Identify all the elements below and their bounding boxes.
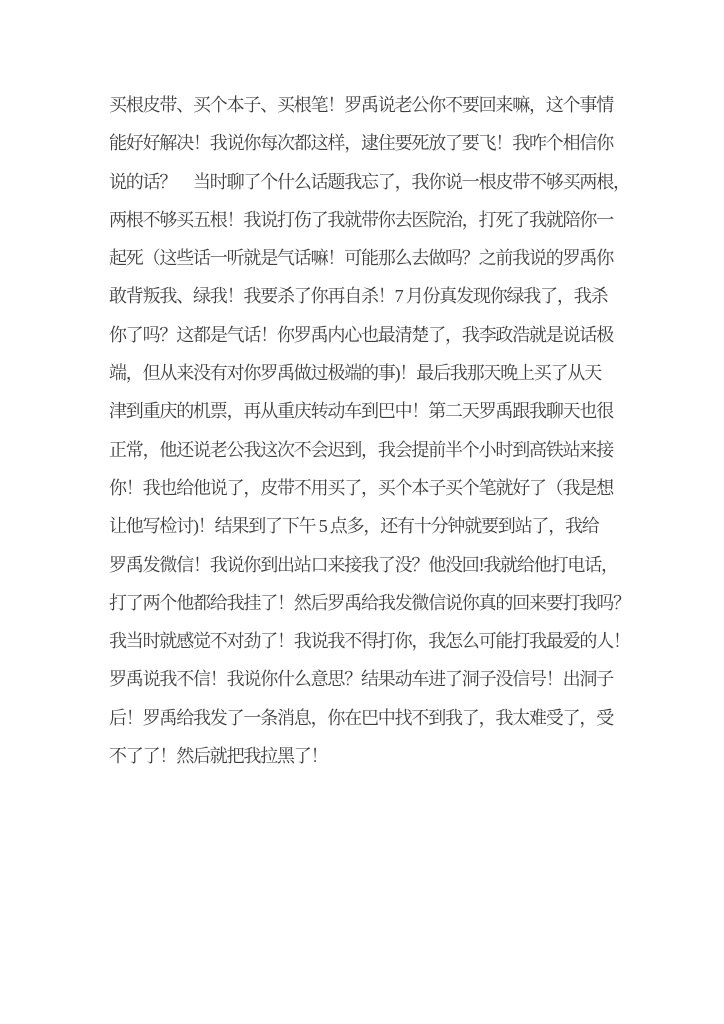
text-line-12: 让他写检讨)！结果到了下午 5 点多，还有十分钟就要到站了，我给 <box>109 516 599 537</box>
text-line-6: 敢背叛我、绿我！我要杀了你再自杀！7 月份真发现你绿我了，我杀 <box>109 286 608 307</box>
text-line-13: 罗禹发微信！我说你到出站口来接我了没？他没回!我就给他打电话， <box>109 554 618 575</box>
text-line-10: 正常，他还说老公我这次不会迟到，我会提前半个小时到高铁站来接 <box>109 439 613 460</box>
paragraph <box>109 86 630 775</box>
text-line-15: 我当时就感觉不对劲了！我说我不得打你，我怎么可能打我最爱的人！ <box>109 631 630 652</box>
text-line-1: 买根皮带、买个本子、买根笔！罗禹说老公你不要回来嘛，这个事情 <box>109 95 613 115</box>
text-line-11: 你！我也给他说了，皮带不用买了，买个本子买个笔就好了（我是想 <box>109 477 613 498</box>
text-line-16: 罗禹说我不信！我说你什么意思？结果动车进了洞子没信号！出洞子 <box>109 669 613 690</box>
text-line-2: 能好好解决！我说你每次都这样，逮住要死放了要飞！我咋个相信你 <box>109 133 613 154</box>
text-line-18: 不了了！然后就把我拉黑了！ <box>109 746 328 767</box>
text-line-17: 后！罗禹给我发了一条消息，你在巴中找不到我了，我太难受了，受 <box>109 707 613 728</box>
text-line-14: 打了两个他都给我挂了！然后罗禹给我发微信说你真的回来要打我吗？ <box>109 592 630 613</box>
text-line-9: 津到重庆的机票，再从重庆转动车到巴中！第二天罗禹跟我聊天也很 <box>109 401 613 422</box>
text-line-3: 说的话？ 当时聊了个什么话题我忘了，我你说一根皮带不够买两根， <box>109 171 630 192</box>
text-line-4: 两根不够买五根！我说打伤了我就带你去医院治，打死了我就陪你一 <box>109 209 613 230</box>
text-line-5: 起死（这些话一听就是气话嘛！可能那么去做吗？之前我说的罗禹你 <box>109 248 613 269</box>
text-line-8: 端，但从来没有对你罗禹做过极端的事)！最后我那天晚上买了从天 <box>109 363 601 384</box>
text-line-7: 你了吗？这都是气话！你罗禹内心也最清楚了，我李政浩就是说话极 <box>109 324 613 345</box>
